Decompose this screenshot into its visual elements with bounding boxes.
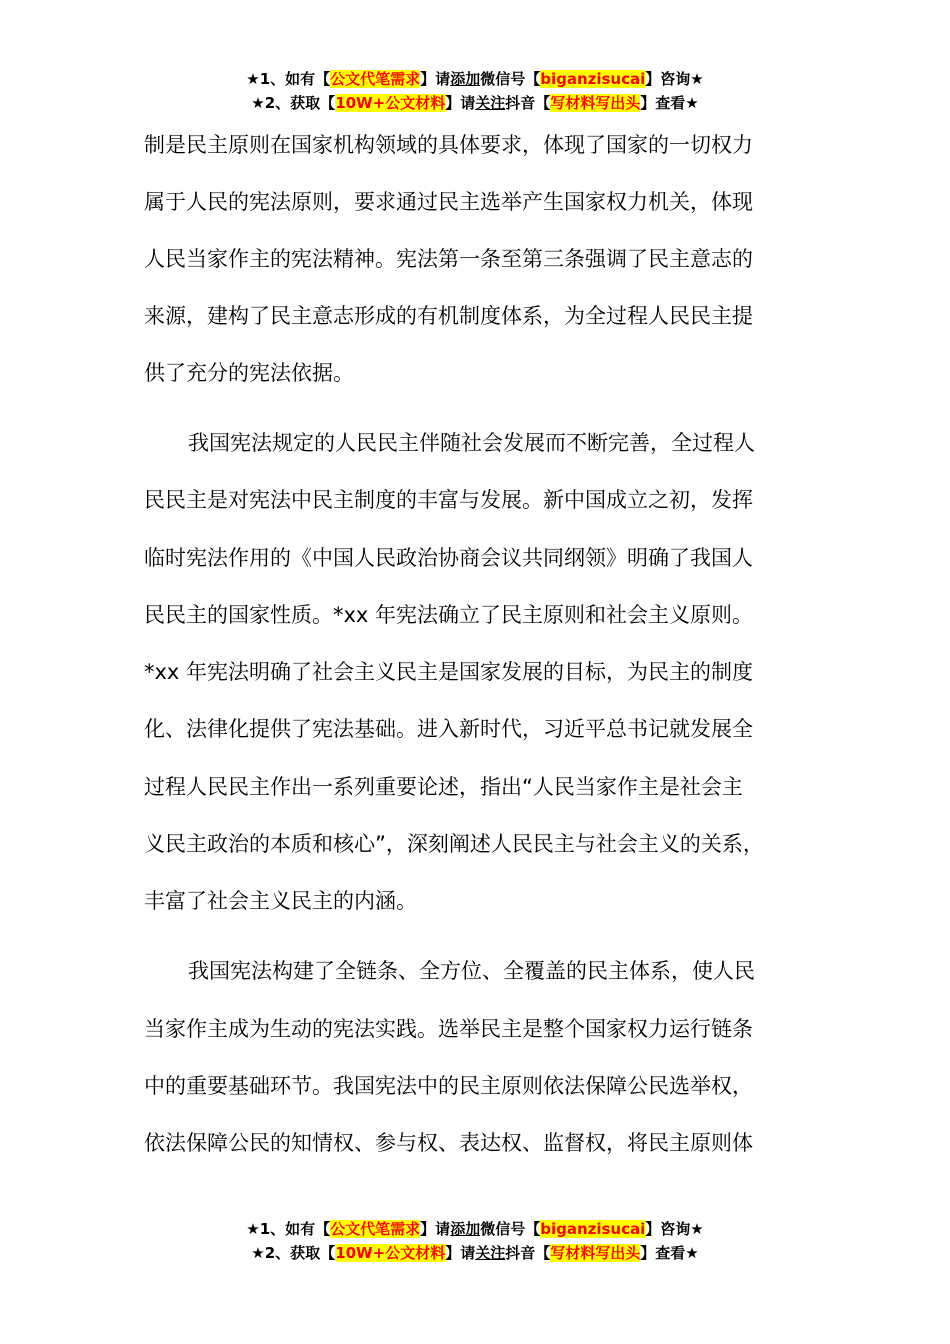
header-line-1-underlined: 添加 — [450, 70, 481, 88]
header-line-2-mid: 】请 — [445, 94, 476, 112]
footer-line-2-prefix: ★2、获取【 — [251, 1244, 336, 1262]
header-line-2-suffix: 】查看★ — [640, 94, 699, 112]
body-line: 人民当家作主的宪法精神。宪法第一条至第三条强调了民主意志的 — [144, 247, 753, 271]
footer-line-2-highlight-douyin: 写材料写出头 — [550, 1244, 641, 1262]
body-line: 化、法律化提供了宪法基础。进入新时代，习近平总书记就发展全 — [144, 717, 753, 741]
paragraph-start-line: 我国宪法构建了全链条、全方位、全覆盖的民主体系，使人民 — [188, 959, 755, 983]
footer-line-1-mid: 】请 — [420, 1220, 451, 1238]
body-line: 当家作主成为生动的宪法实践。选举民主是整个国家权力运行链条 — [144, 1017, 753, 1041]
body-line: 民民主是对宪法中民主制度的丰富与发展。新中国成立之初，发挥 — [144, 488, 753, 512]
body-line: 供了充分的宪法依据。 — [144, 361, 354, 385]
body-line: 过程人民民主作出一系列重要论述，指出“人民当家作主是社会主 — [144, 775, 743, 799]
header-line-2-highlight-douyin: 写材料写出头 — [550, 94, 641, 112]
paragraph-start-line: 我国宪法规定的人民民主伴随社会发展而不断完善，全过程人 — [188, 431, 755, 455]
footer-line-1 — [0, 1217, 950, 1241]
footer-line-2-mid-2: 抖音【 — [505, 1244, 551, 1262]
body-line: 丰富了社会主义民主的内涵。 — [144, 889, 417, 913]
header-line-1-prefix: ★1、如有【 — [246, 70, 331, 88]
header-line-2-underlined: 关注 — [475, 94, 506, 112]
header-line-2-mid-2: 抖音【 — [505, 94, 551, 112]
footer-line-1-mid-2: 微信号【 — [480, 1220, 541, 1238]
body-line: 依法保障公民的知情权、参与权、表达权、监督权，将民主原则体 — [144, 1131, 753, 1155]
footer-line-1-prefix: ★1、如有【 — [246, 1220, 331, 1238]
body-line: 来源，建构了民主意志形成的有机制度体系，为全过程人民民主提 — [144, 304, 753, 328]
header-line-1-suffix: 】咨询★ — [645, 70, 704, 88]
header-line-2-prefix: ★2、获取【 — [251, 94, 336, 112]
header-line-2-highlight-materials: 10W+公文材料 — [335, 94, 446, 112]
footer-line-2-underlined: 关注 — [475, 1244, 506, 1262]
header-line-1-mid-2: 微信号【 — [480, 70, 541, 88]
body-line: 义民主政治的本质和核心”，深刻阐述人民民主与社会主义的关系， — [144, 832, 764, 856]
header-banner — [0, 67, 950, 115]
header-line-1-mid: 】请 — [420, 70, 451, 88]
header-line-1-highlight-wechat: biganzisucai — [540, 70, 646, 88]
body-line: 属于人民的宪法原则，要求通过民主选举产生国家权力机关，体现 — [144, 190, 753, 214]
footer-line-2 — [0, 1241, 950, 1265]
header-line-2 — [0, 91, 950, 115]
footer-line-2-mid: 】请 — [445, 1244, 476, 1262]
body-line: 民民主的国家性质。*xx 年宪法确立了民主原则和社会主义原则。 — [144, 603, 754, 627]
header-line-1 — [0, 67, 950, 91]
header-line-1-highlight-service: 公文代笔需求 — [330, 70, 421, 88]
footer-line-1-suffix: 】咨询★ — [645, 1220, 704, 1238]
footer-line-2-suffix: 】查看★ — [640, 1244, 699, 1262]
body-line: 制是民主原则在国家机构领域的具体要求，体现了国家的一切权力 — [144, 133, 753, 157]
footer-line-1-highlight-wechat: biganzisucai — [540, 1220, 646, 1238]
body-line: *xx 年宪法明确了社会主义民主是国家发展的目标，为民主的制度 — [144, 660, 754, 684]
footer-line-1-underlined: 添加 — [450, 1220, 481, 1238]
footer-banner — [0, 1217, 950, 1265]
body-line: 临时宪法作用的《中国人民政治协商会议共同纲领》明确了我国人 — [144, 546, 753, 570]
body-line: 中的重要基础环节。我国宪法中的民主原则依法保障公民选举权， — [144, 1074, 753, 1098]
footer-line-2-highlight-materials: 10W+公文材料 — [335, 1244, 446, 1262]
footer-line-1-highlight-service: 公文代笔需求 — [330, 1220, 421, 1238]
